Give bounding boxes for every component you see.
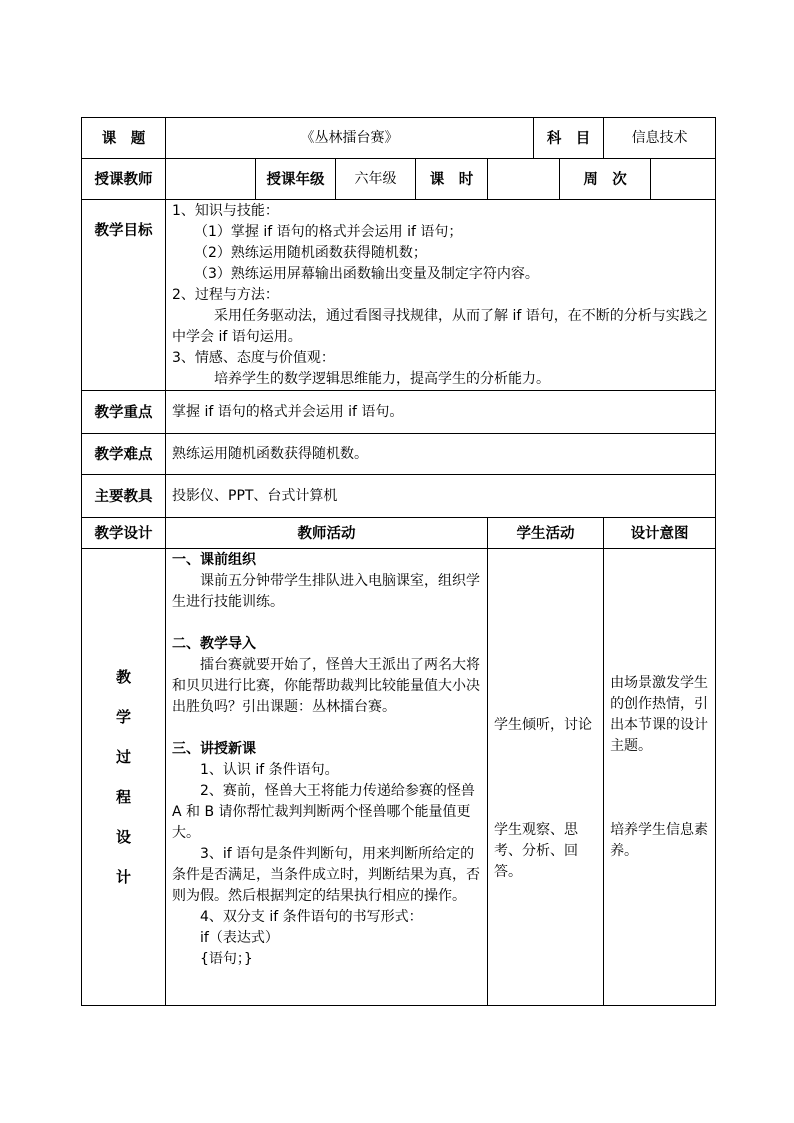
- spacer: [172, 718, 481, 739]
- tools-label: 主要教具: [82, 475, 166, 518]
- period-label: 课 时: [416, 159, 488, 200]
- row-tools: [82, 475, 716, 518]
- teacher-label: 授课教师: [82, 159, 166, 200]
- section-title: 二、教学导入: [172, 636, 256, 652]
- difficulty-value: 熟练运用随机函数获得随机数。: [166, 434, 716, 475]
- difficulty-label: 教学难点: [82, 434, 166, 475]
- row-topic: [82, 118, 716, 159]
- spacer: [610, 757, 709, 820]
- row-process: [82, 549, 716, 1006]
- vertical-char: 设: [115, 828, 131, 846]
- grade-label: 授课年级: [256, 159, 336, 200]
- student-activity-1: 学生倾听，讨论: [494, 717, 592, 733]
- goal-line: 培养学生的数学逻辑思维能力，提高学生的分析能力。: [214, 371, 550, 387]
- row-teacher: [82, 159, 716, 200]
- row-key-point: [82, 391, 716, 434]
- student-activity-header: 学生活动: [488, 518, 604, 549]
- design-intent-content: [604, 549, 716, 1006]
- design-header-label: 教学设计: [82, 518, 166, 549]
- row-difficulty: [82, 434, 716, 475]
- section-text: 课前五分钟带学生排队进入电脑课室，组织学生进行技能训练。: [172, 573, 480, 610]
- period-value: [488, 159, 560, 200]
- key-point-value: 掌握 if 语句的格式并会运用 if 语句。: [166, 391, 716, 434]
- teacher-value: [166, 159, 256, 200]
- vertical-char: 过: [115, 748, 131, 766]
- design-intent-2: 培养学生信息素养。: [610, 822, 709, 859]
- topic-value: 《丛林擂台赛》: [166, 118, 534, 159]
- spacer: [494, 736, 597, 820]
- goals-content: [166, 200, 716, 391]
- grade-value: 六年级: [336, 159, 416, 200]
- week-value: [651, 159, 716, 200]
- spacer: [172, 613, 481, 634]
- goal-line: （2）熟练运用随机函数获得随机数；: [194, 245, 427, 261]
- code-line: if（表达式）: [200, 930, 279, 946]
- vertical-char: 程: [115, 788, 131, 806]
- section-text: 4、双分支 if 条件语句的书写形式：: [200, 909, 423, 925]
- section-text: 2、赛前，怪兽大王将能力传递给参赛的怪兽 A 和 B 请你帮忙裁判判断两个怪兽哪个能量值更大。: [172, 783, 475, 841]
- goal-line: 1、知识与技能：: [172, 203, 279, 219]
- goal-line: 3、情感、态度与价值观：: [172, 350, 335, 366]
- key-point-label: 教学重点: [82, 391, 166, 434]
- row-goals: [82, 200, 716, 391]
- goals-label: 教学目标: [82, 200, 166, 391]
- teacher-activity-header: 教师活动: [166, 518, 488, 549]
- design-intent-1: 由场景激发学生的创作热情，引出本节课的设计主题。: [610, 675, 709, 754]
- topic-label: 课 题: [82, 118, 166, 159]
- section-text: 擂台赛就要开始了，怪兽大王派出了两名大将和贝贝进行比赛，你能帮助裁判比较能量值大小决出胜负吗？引出课题：丛林擂台赛。: [172, 657, 480, 715]
- section-text: 1、认识 if 条件语句。: [200, 762, 339, 778]
- section-title: 一、课前组织: [172, 552, 256, 568]
- design-intent-header: 设计意图: [604, 518, 716, 549]
- student-activity-content: [488, 549, 604, 1006]
- tools-value: 投影仪、PPT、台式计算机: [166, 475, 716, 518]
- goal-line: 采用任务驱动法，通过看图寻找规律，从而了解 if 语句，在不断的分析与实践之中学会 if 语句运用。: [172, 308, 708, 345]
- code-line: {语句；}: [200, 951, 253, 967]
- row-design-header: [82, 518, 716, 549]
- section-text: 3、if 语句是条件判断句，用来判断所给定的条件是否满足，当条件成立时，判断结果为真，否则为假。然后根据判定的结果执行相应的操作。: [172, 846, 480, 904]
- goal-line: （1）掌握 if 语句的格式并会运用 if 语句；: [194, 224, 463, 240]
- student-activity-2: 学生观察、思考、分析、回答。: [494, 822, 578, 880]
- section-title: 三、讲授新课: [172, 741, 256, 757]
- vertical-char: 计: [115, 868, 131, 886]
- vertical-char: 学: [115, 708, 131, 726]
- subject-label: 科 目: [534, 118, 604, 159]
- week-label: 周 次: [560, 159, 651, 200]
- process-vertical-label: [82, 549, 166, 1006]
- lesson-plan-table: [81, 117, 716, 1006]
- subject-value: 信息技术: [604, 118, 716, 159]
- goal-line: （3）熟练运用屏幕输出函数输出变量及制定字符内容。: [194, 266, 539, 282]
- teacher-activity-content: [166, 549, 488, 1006]
- goal-line: 2、过程与方法：: [172, 287, 279, 303]
- vertical-char: 教: [115, 668, 131, 686]
